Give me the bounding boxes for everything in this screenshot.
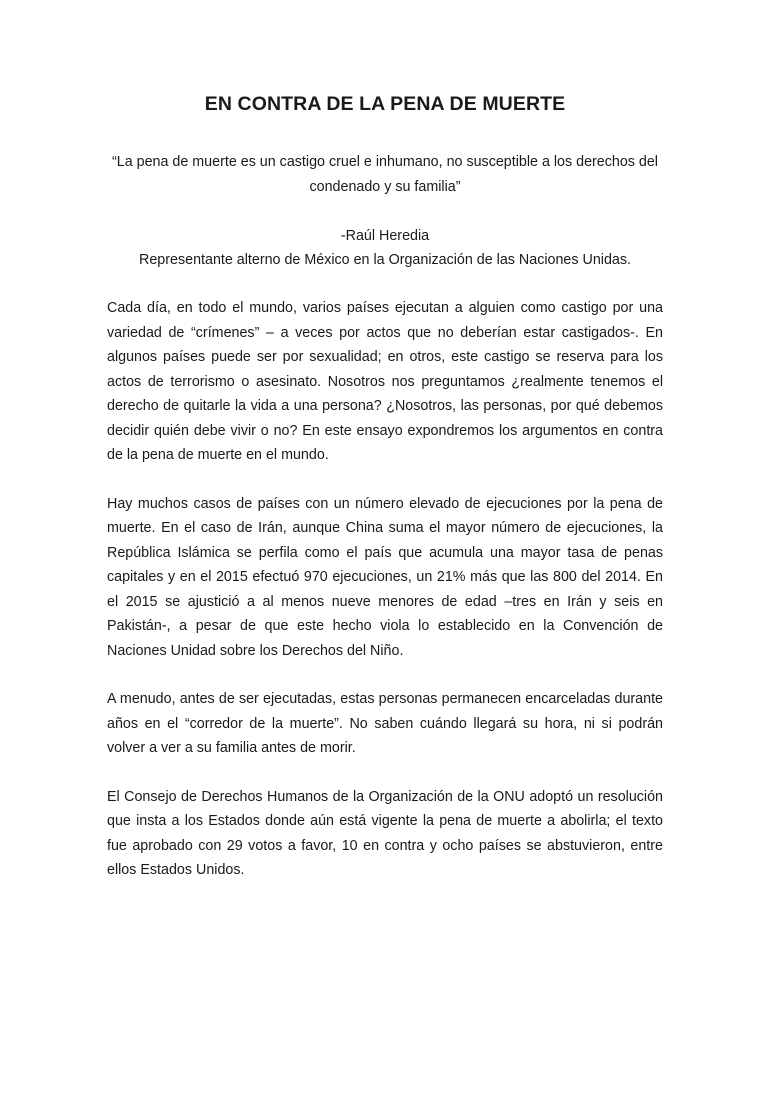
body-paragraph: A menudo, antes de ser ejecutadas, estas personas permanecen encarceladas durante años en el “corredor de la muerte”. No saben cuándo llegará su hora, ni si podrán volver a ver a su familia antes de morir. [107,691,663,756]
document-title: EN CONTRA DE LA PENA DE MUERTE [204,93,566,115]
epigraph-quote: “La pena de muerte es un castigo cruel e inhumano, no susceptible a los derechos del condenado y su familia” [111,154,658,195]
body-paragraph: Hay muchos casos de países con un número elevado de ejecuciones por la pena de muerte. En el caso de Irán, aunque China suma el mayor número de ejecuciones, la República Islámica se perfila como el país que acumula una mayor tasa de penas capitales y en el 2015 efectuó 970 ejecuciones, un 21% más que las 800 del 2014. En el 2015 se ajustició a al menos nueve menores de edad –tres en Irán y seis en Pakistán-, a pesar de que este hecho viola lo establecido en la Convención de Naciones Unidad sobre los Derechos del Niño. [107,495,663,659]
quote-author: -Raúl Heredia [340,228,430,244]
body-paragraph: Cada día, en todo el mundo, varios países ejecutan a alguien como castigo por una variedad de “crímenes” – a veces por actos que no deberían estar castigados-. En algunos países puede ser por sexualidad; en otros, este castigo se reserva para los actos de terrorismo o asesinato. Nosotros nos preguntamos ¿realmente tenemos el derecho de quitarle la vida a una persona? ¿Nosotros, las personas, por qué debemos decidir quién debe vivir o no? En este ensayo expondremos los argumentos en contra de la pena de muerte en el mundo. [107,300,663,463]
quote-author-role: Representante alterno de México en la Organización de las Naciones Unidas. [139,252,631,268]
body-paragraph: El Consejo de Derechos Humanos de la Organización de la ONU adoptó un resolución que insta a los Estados donde aún está vigente la pena de muerte a abolirla; el texto fue aprobado con 29 votos a favor, 10 en contra y ocho países se abstuvieron, entre ellos Estados Unidos. [107,788,663,878]
document-page [0,92,768,1116]
